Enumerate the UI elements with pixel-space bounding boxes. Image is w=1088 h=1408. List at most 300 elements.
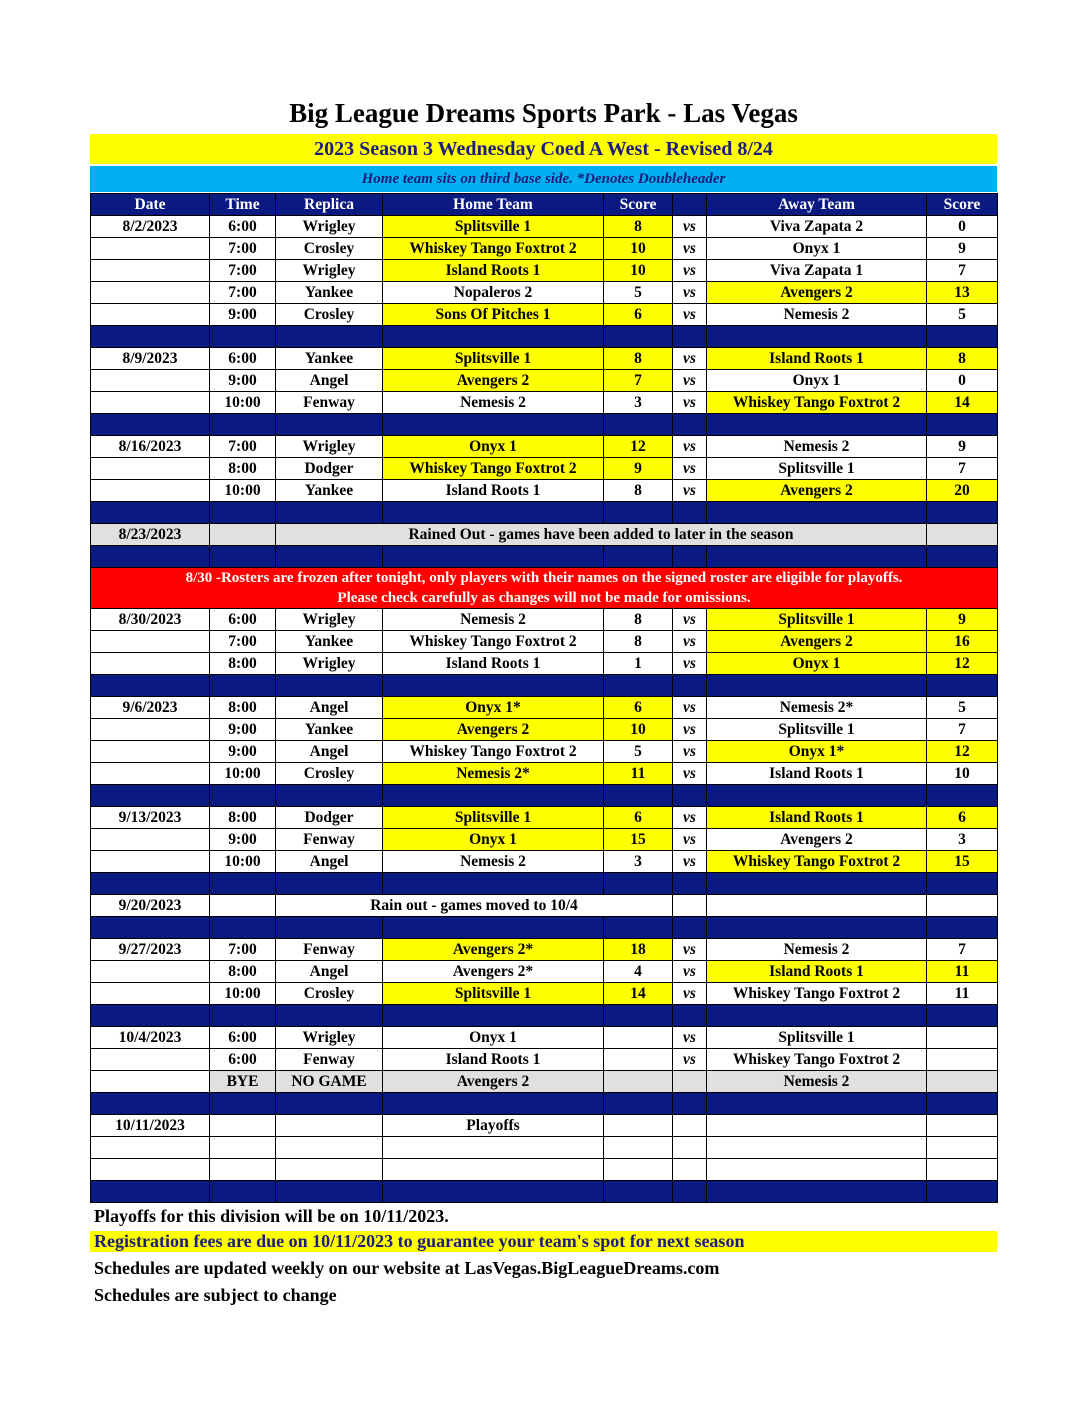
vs-label: vs	[673, 851, 707, 873]
vs-label: vs	[673, 436, 707, 458]
replica-field: Crosley	[276, 238, 383, 260]
replica-field: Yankee	[276, 480, 383, 502]
game-time: 10:00	[210, 480, 276, 502]
vs-label: vs	[673, 370, 707, 392]
playoffs-label: Playoffs	[383, 1115, 604, 1137]
home-team: Splitsville 1	[383, 216, 604, 238]
separator-cell	[383, 414, 604, 436]
bye-label: BYE	[210, 1071, 276, 1093]
separator-cell	[276, 873, 383, 895]
away-score-column-header: Score	[927, 194, 998, 216]
away-team: Onyx 1	[707, 653, 927, 675]
playoffs-section	[91, 1071, 998, 1203]
game-time: 8:00	[210, 697, 276, 719]
game-row	[91, 1027, 998, 1049]
home-team: Whiskey Tango Foxtrot 2	[383, 238, 604, 260]
empty-cell	[91, 238, 210, 260]
home-team: Onyx 1	[383, 829, 604, 851]
separator-cell	[383, 873, 604, 895]
home-team: Whiskey Tango Foxtrot 2	[383, 458, 604, 480]
separator-cell	[604, 1005, 673, 1027]
away-score: 3	[927, 829, 998, 851]
game-date: 8/16/2023	[91, 436, 210, 458]
game-date: 8/9/2023	[91, 348, 210, 370]
home-score: 3	[604, 392, 673, 414]
vs-label: vs	[673, 1027, 707, 1049]
replica-field: Wrigley	[276, 436, 383, 458]
vs-label: vs	[673, 983, 707, 1005]
away-score: 8	[927, 348, 998, 370]
game-time: 9:00	[210, 370, 276, 392]
game-date: 10/4/2023	[91, 1027, 210, 1049]
home-team: Island Roots 1	[383, 480, 604, 502]
game-row	[91, 282, 998, 304]
home-team: Whiskey Tango Foxtrot 2	[383, 741, 604, 763]
playoffs-notice: Playoffs for this division will be on 10/11/2023.	[94, 1206, 449, 1226]
website-notice: Schedules are updated weekly on our website at LasVegas.BigLeagueDreams.com	[94, 1258, 720, 1278]
vs-label: vs	[673, 458, 707, 480]
away-team: Island Roots 1	[707, 807, 927, 829]
game-row	[91, 741, 998, 763]
replica-field: Dodger	[276, 807, 383, 829]
away-team: Viva Zapata 1	[707, 260, 927, 282]
game-row	[91, 216, 998, 238]
separator-cell	[276, 1005, 383, 1027]
separator-cell	[927, 785, 998, 807]
home-team: Onyx 1*	[383, 697, 604, 719]
rainout-row	[91, 524, 998, 546]
home-team: Avengers 2	[383, 370, 604, 392]
game-date: 9/13/2023	[91, 807, 210, 829]
separator-row	[91, 785, 998, 807]
home-score: 6	[604, 697, 673, 719]
game-date: 8/2/2023	[91, 216, 210, 238]
away-score: 12	[927, 653, 998, 675]
vs-label: vs	[673, 653, 707, 675]
separator-cell	[927, 873, 998, 895]
game-row	[91, 458, 998, 480]
game-row	[91, 851, 998, 873]
separator-cell	[604, 502, 673, 524]
home-team: Avengers 2*	[383, 939, 604, 961]
separator-cell	[276, 785, 383, 807]
separator-cell	[707, 785, 927, 807]
separator-cell	[276, 502, 383, 524]
separator-cell	[707, 873, 927, 895]
separator-cell	[91, 675, 210, 697]
away-score: 10	[927, 763, 998, 785]
away-team: Onyx 1	[707, 370, 927, 392]
home-score: 15	[604, 829, 673, 851]
game-time: 6:00	[210, 216, 276, 238]
home-team: Splitsville 1	[383, 348, 604, 370]
away-score: 7	[927, 939, 998, 961]
game-date: 9/6/2023	[91, 697, 210, 719]
vs-label: vs	[673, 216, 707, 238]
game-row	[91, 961, 998, 983]
empty-cell	[91, 480, 210, 502]
separator-cell	[383, 785, 604, 807]
away-score: 13	[927, 282, 998, 304]
home-score: 5	[604, 741, 673, 763]
alert-line-1: 8/30 -Rosters are frozen after tonight, only players with their names on the signed roster are eligible for playoffs.	[185, 570, 903, 586]
vs-label: vs	[673, 697, 707, 719]
replica-column-header: Replica	[276, 194, 383, 216]
game-time: 8:00	[210, 961, 276, 983]
playoffs-row	[91, 1115, 998, 1137]
separator-cell	[210, 675, 276, 697]
empty-cell	[91, 1071, 210, 1093]
separator-cell	[707, 1005, 927, 1027]
home-score: 10	[604, 719, 673, 741]
empty-cell	[91, 961, 210, 983]
separator-cell	[707, 675, 927, 697]
separator-cell	[927, 326, 998, 348]
separator-row	[91, 873, 998, 895]
separator-cell	[927, 675, 998, 697]
home-score: 8	[604, 609, 673, 631]
game-date: 9/27/2023	[91, 939, 210, 961]
away-team: Onyx 1*	[707, 741, 927, 763]
vs-label: vs	[673, 260, 707, 282]
schedule-table	[90, 193, 998, 1203]
roster-freeze-alert	[91, 568, 998, 609]
alert-line-2: Please check carefully as changes will not be made for omissions.	[337, 590, 751, 606]
away-team: Whiskey Tango Foxtrot 2	[707, 392, 927, 414]
away-score: 11	[927, 961, 998, 983]
empty-cell	[927, 524, 998, 546]
home-team: Onyx 1	[383, 1027, 604, 1049]
away-team: Nemesis 2	[707, 436, 927, 458]
separator-cell	[673, 1005, 707, 1027]
separator-row	[91, 546, 998, 568]
separator-cell	[673, 326, 707, 348]
vs-label: vs	[673, 480, 707, 502]
separator-cell	[604, 326, 673, 348]
home-score: 4	[604, 961, 673, 983]
home-score: 1	[604, 653, 673, 675]
separator-cell	[707, 414, 927, 436]
home-score: 18	[604, 939, 673, 961]
away-score: 0	[927, 216, 998, 238]
separator-cell	[210, 502, 276, 524]
game-time: 6:00	[210, 1027, 276, 1049]
game-time: 10:00	[210, 983, 276, 1005]
home-team: Avengers 2*	[383, 961, 604, 983]
game-time: 10:00	[210, 851, 276, 873]
separator-cell	[210, 326, 276, 348]
home-score-column-header: Score	[604, 194, 673, 216]
vs-label: vs	[673, 282, 707, 304]
game-date: 8/30/2023	[91, 609, 210, 631]
away-team: Nemesis 2	[707, 304, 927, 326]
separator-cell	[673, 502, 707, 524]
separator-cell	[210, 785, 276, 807]
separator-cell	[276, 326, 383, 348]
replica-field: Angel	[276, 851, 383, 873]
schedule-header-row	[91, 194, 998, 216]
empty-cell	[604, 1071, 673, 1093]
empty-cell	[673, 895, 707, 917]
away-team: Onyx 1	[707, 238, 927, 260]
separator-cell	[927, 1005, 998, 1027]
away-score: 7	[927, 719, 998, 741]
vs-label: vs	[673, 939, 707, 961]
replica-field: Wrigley	[276, 653, 383, 675]
vs-label: vs	[673, 304, 707, 326]
home-score: 10	[604, 238, 673, 260]
away-team: Nemesis 2*	[707, 697, 927, 719]
rainout-date: 8/23/2023	[91, 524, 210, 546]
game-time: 8:00	[210, 458, 276, 480]
separator-cell	[604, 675, 673, 697]
home-score: 10	[604, 260, 673, 282]
vs-label: vs	[673, 348, 707, 370]
game-row	[91, 370, 998, 392]
rainout-message: Rain out - games moved to 10/4	[276, 895, 673, 917]
separator-cell	[673, 785, 707, 807]
separator-row	[91, 326, 998, 348]
separator-cell	[91, 326, 210, 348]
replica-field: Angel	[276, 370, 383, 392]
away-team: Splitsville 1	[707, 609, 927, 631]
separator-cell	[673, 675, 707, 697]
home-team-note: Home team sits on third base side. *Denotes Doubleheader	[90, 166, 997, 192]
replica-field: Yankee	[276, 348, 383, 370]
bye-away-team: Nemesis 2	[707, 1071, 927, 1093]
schedule-group-august	[91, 216, 998, 524]
empty-cell	[91, 829, 210, 851]
game-time: 8:00	[210, 653, 276, 675]
away-score: 6	[927, 807, 998, 829]
home-team: Nemesis 2	[383, 851, 604, 873]
schedule-group-september	[91, 609, 998, 895]
vs-label: vs	[673, 631, 707, 653]
away-team: Island Roots 1	[707, 348, 927, 370]
away-team: Whiskey Tango Foxtrot 2	[707, 983, 927, 1005]
separator-cell	[276, 675, 383, 697]
game-time: 7:00	[210, 939, 276, 961]
empty-cell	[927, 895, 998, 917]
separator-cell	[604, 873, 673, 895]
separator-row	[91, 1093, 998, 1115]
replica-field: Yankee	[276, 282, 383, 304]
separator-cell	[604, 785, 673, 807]
empty-cell	[91, 370, 210, 392]
replica-field: Fenway	[276, 1049, 383, 1071]
separator-cell	[91, 785, 210, 807]
game-time: 7:00	[210, 260, 276, 282]
replica-field: Fenway	[276, 829, 383, 851]
separator-cell	[673, 414, 707, 436]
empty-cell	[91, 631, 210, 653]
away-score: 20	[927, 480, 998, 502]
game-row	[91, 983, 998, 1005]
empty-cell	[91, 458, 210, 480]
separator-cell	[383, 675, 604, 697]
home-score: 8	[604, 480, 673, 502]
game-row	[91, 807, 998, 829]
separator-row	[91, 1181, 998, 1203]
home-score: 9	[604, 458, 673, 480]
separator-cell	[383, 1005, 604, 1027]
playoffs-date: 10/11/2023	[91, 1115, 210, 1137]
empty-cell	[91, 392, 210, 414]
empty-cell	[91, 260, 210, 282]
empty-cell	[673, 1071, 707, 1093]
separator-row	[91, 917, 998, 939]
page-title: Big League Dreams Sports Park - Las Vegas	[289, 98, 798, 128]
vs-label: vs	[673, 392, 707, 414]
game-time: 8:00	[210, 807, 276, 829]
game-row	[91, 939, 998, 961]
away-team: Island Roots 1	[707, 961, 927, 983]
empty-cell	[707, 895, 927, 917]
home-score: 3	[604, 851, 673, 873]
separator-cell	[91, 502, 210, 524]
empty-cell	[927, 1071, 998, 1093]
empty-cell	[91, 719, 210, 741]
replica-field: Crosley	[276, 304, 383, 326]
away-score: 0	[927, 370, 998, 392]
replica-field: Angel	[276, 741, 383, 763]
separator-cell	[673, 873, 707, 895]
empty-cell	[210, 524, 276, 546]
away-team: Splitsville 1	[707, 719, 927, 741]
replica-field: Angel	[276, 697, 383, 719]
game-time: 9:00	[210, 304, 276, 326]
home-score: 6	[604, 807, 673, 829]
away-score: 9	[927, 436, 998, 458]
separator-cell	[707, 502, 927, 524]
home-team: Nemesis 2*	[383, 763, 604, 785]
empty-cell	[91, 983, 210, 1005]
replica-field: Wrigley	[276, 609, 383, 631]
game-row	[91, 829, 998, 851]
vs-label: vs	[673, 609, 707, 631]
vs-label: vs	[673, 238, 707, 260]
empty-cell	[91, 653, 210, 675]
roster-freeze-message	[91, 568, 998, 609]
empty-cell	[91, 741, 210, 763]
game-row	[91, 653, 998, 675]
separator-row	[91, 414, 998, 436]
vs-label: vs	[673, 1049, 707, 1071]
game-row	[91, 436, 998, 458]
empty-cell	[91, 282, 210, 304]
away-score	[927, 1049, 998, 1071]
home-team: Avengers 2	[383, 719, 604, 741]
date-column-header: Date	[91, 194, 210, 216]
registration-notice: Registration fees are due on 10/11/2023 to guarantee your team's spot for next season	[90, 1231, 997, 1252]
home-team: Nopaleros 2	[383, 282, 604, 304]
rainout-row-2	[91, 895, 998, 917]
vs-label: vs	[673, 829, 707, 851]
replica-field: Fenway	[276, 939, 383, 961]
home-team: Splitsville 1	[383, 807, 604, 829]
away-team: Avengers 2	[707, 480, 927, 502]
home-team: Whiskey Tango Foxtrot 2	[383, 631, 604, 653]
replica-field: Wrigley	[276, 1027, 383, 1049]
separator-row	[91, 675, 998, 697]
away-score: 7	[927, 260, 998, 282]
replica-field: Dodger	[276, 458, 383, 480]
away-score: 7	[927, 458, 998, 480]
home-score: 14	[604, 983, 673, 1005]
separator-row	[91, 502, 998, 524]
empty-cell	[91, 851, 210, 873]
away-team: Nemesis 2	[707, 939, 927, 961]
game-time: 6:00	[210, 348, 276, 370]
game-time: 7:00	[210, 436, 276, 458]
home-score: 5	[604, 282, 673, 304]
home-team: Island Roots 1	[383, 653, 604, 675]
game-time: 7:00	[210, 631, 276, 653]
away-team: Viva Zapata 2	[707, 216, 927, 238]
replica-field: Wrigley	[276, 216, 383, 238]
away-score: 15	[927, 851, 998, 873]
game-time: 7:00	[210, 282, 276, 304]
game-row	[91, 392, 998, 414]
separator-cell	[604, 414, 673, 436]
away-score: 14	[927, 392, 998, 414]
empty-cell	[91, 304, 210, 326]
replica-field: Wrigley	[276, 260, 383, 282]
game-row	[91, 609, 998, 631]
home-score: 6	[604, 304, 673, 326]
separator-cell	[91, 414, 210, 436]
home-score	[604, 1049, 673, 1071]
game-time: 9:00	[210, 829, 276, 851]
home-team-column-header: Home Team	[383, 194, 604, 216]
replica-field: Yankee	[276, 719, 383, 741]
home-score: 8	[604, 216, 673, 238]
rainout-message: Rained Out - games have been added to later in the season	[276, 524, 927, 546]
away-score: 16	[927, 631, 998, 653]
vs-label: vs	[673, 719, 707, 741]
empty-row	[91, 1159, 998, 1181]
game-time: 10:00	[210, 392, 276, 414]
separator-cell	[276, 414, 383, 436]
away-score: 5	[927, 304, 998, 326]
bye-home-team: Avengers 2	[383, 1071, 604, 1093]
vs-label: vs	[673, 807, 707, 829]
separator-cell	[383, 502, 604, 524]
separator-cell	[927, 414, 998, 436]
rainout-date: 9/20/2023	[91, 895, 210, 917]
separator-cell	[91, 1005, 210, 1027]
empty-cell	[91, 1049, 210, 1071]
home-team: Onyx 1	[383, 436, 604, 458]
replica-field: Crosley	[276, 763, 383, 785]
separator-cell	[383, 326, 604, 348]
rainout-section	[91, 524, 998, 609]
away-team: Avengers 2	[707, 631, 927, 653]
away-score: 11	[927, 983, 998, 1005]
game-row	[91, 260, 998, 282]
vs-label: vs	[673, 763, 707, 785]
away-team: Avengers 2	[707, 282, 927, 304]
away-team: Avengers 2	[707, 829, 927, 851]
replica-field: Crosley	[276, 983, 383, 1005]
rainout-section-2	[91, 895, 998, 939]
game-time: 10:00	[210, 763, 276, 785]
separator-cell	[927, 502, 998, 524]
bye-row	[91, 1071, 998, 1093]
season-subtitle: 2023 Season 3 Wednesday Coed A West - Revised 8/24	[90, 134, 997, 164]
game-row	[91, 631, 998, 653]
vs-label: vs	[673, 741, 707, 763]
